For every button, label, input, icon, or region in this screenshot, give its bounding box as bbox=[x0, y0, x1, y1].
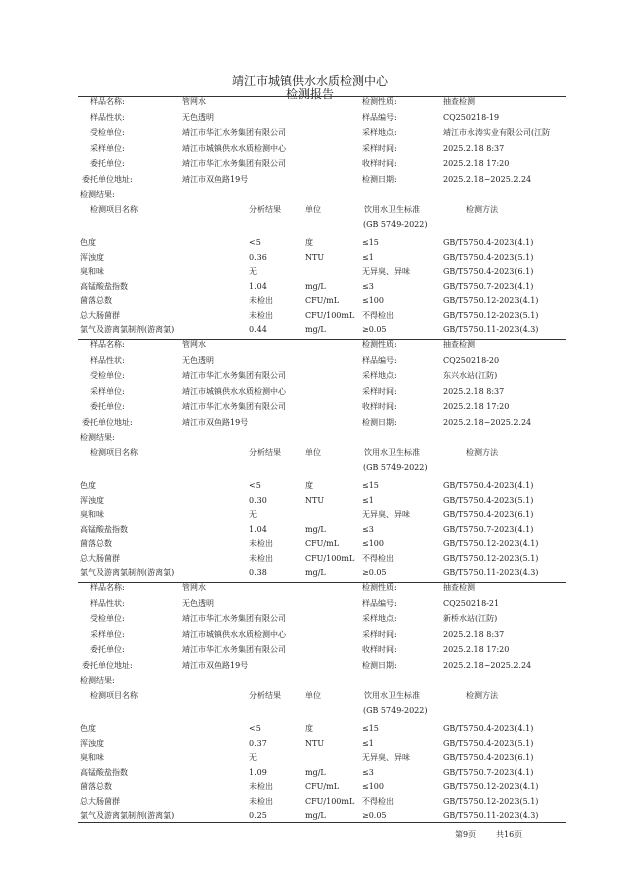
field-value-inspected-unit: 靖江市华汇水务集团有限公司 bbox=[182, 614, 286, 623]
page-total: 共16页 bbox=[496, 830, 523, 839]
item-name: 臭和味 bbox=[80, 753, 104, 762]
item-name: 色度 bbox=[80, 481, 96, 490]
item-result: 未检出 bbox=[249, 310, 273, 320]
field-label-sample-no: 样品编号: bbox=[362, 355, 397, 365]
item-name: 总大肠菌群 bbox=[80, 796, 120, 806]
col-header-method: 检测方法 bbox=[466, 691, 498, 700]
report-org-title: 靖江市城镇供水水质检测中心 bbox=[231, 74, 388, 88]
col-header-item: 检测项目名称 bbox=[90, 691, 138, 700]
item-standard: ≤1 bbox=[362, 252, 374, 262]
field-label-receive-time: 收样时间: bbox=[362, 402, 397, 411]
col-header-result: 分析结果 bbox=[249, 448, 281, 457]
field-value-sample-nature: 无色透明 bbox=[182, 112, 214, 122]
item-result: <5 bbox=[249, 481, 261, 490]
item-unit: mg/L bbox=[305, 767, 326, 777]
item-standard: ≤3 bbox=[362, 281, 374, 291]
item-result: 0.36 bbox=[249, 252, 267, 262]
field-value-inspected-unit: 靖江市华汇水务集团有限公司 bbox=[182, 128, 286, 137]
item-result: 未检出 bbox=[249, 796, 273, 806]
field-value-client-address: 靖江市双鱼路19号 bbox=[182, 174, 249, 184]
item-standard: ≤15 bbox=[362, 481, 379, 490]
item-method: GB/T5750.4-2023(4.1) bbox=[443, 238, 534, 247]
field-label-sample-nature: 样品性状: bbox=[90, 112, 125, 122]
item-standard: 不得检出 bbox=[362, 553, 394, 563]
col-header-standard-ref: (GB 5749-2022) bbox=[363, 220, 428, 229]
item-unit: NTU bbox=[305, 252, 325, 262]
item-standard: ≤15 bbox=[362, 724, 379, 733]
item-name: 浑浊度 bbox=[80, 495, 104, 505]
item-name: 色度 bbox=[80, 724, 96, 733]
field-label-receive-time: 收样时间: bbox=[362, 645, 397, 654]
item-unit: CFU/100mL bbox=[305, 796, 355, 806]
field-label-sampling-site: 采样地点: bbox=[362, 614, 397, 623]
item-result: <5 bbox=[249, 238, 261, 247]
item-standard: ≤1 bbox=[362, 495, 374, 505]
item-result: 0.25 bbox=[249, 811, 267, 820]
field-label-sample-no: 样品编号: bbox=[362, 112, 397, 122]
item-name: 氯气及游离氯制剂(游离氯) bbox=[80, 325, 175, 334]
item-standard: ≤100 bbox=[362, 782, 384, 791]
item-result: 0.44 bbox=[249, 325, 267, 334]
col-header-item: 检测项目名称 bbox=[90, 205, 138, 214]
col-header-standard: 饮用水卫生标准 bbox=[364, 205, 420, 214]
field-value-sampling-site: 东兴水站(江防) bbox=[443, 371, 498, 380]
field-value-test-date: 2025.2.18~2025.2.24 bbox=[443, 660, 532, 670]
field-label-sample-name: 样品名称: bbox=[90, 340, 125, 349]
field-label-inspected-unit: 受检单位: bbox=[90, 128, 125, 137]
field-label-sampling-unit: 采样单位: bbox=[90, 143, 125, 153]
field-label-sampling-time: 采样时间: bbox=[362, 143, 397, 153]
item-method: GB/T5750.12-2023(5.1) bbox=[443, 310, 539, 320]
col-header-item: 检测项目名称 bbox=[90, 448, 138, 457]
item-standard: ≤15 bbox=[362, 238, 379, 247]
item-method: GB/T5750.4-2023(6.1) bbox=[443, 510, 534, 519]
field-value-test-date: 2025.2.18~2025.2.24 bbox=[443, 174, 532, 184]
col-header-unit: 单位 bbox=[305, 205, 321, 214]
field-value-sampling-time: 2025.2.18 8:37 bbox=[443, 629, 505, 639]
item-name: 氯气及游离氯制剂(游离氯) bbox=[80, 568, 175, 577]
item-unit: CFU/mL bbox=[305, 539, 340, 548]
item-method: GB/T5750.7-2023(4.1) bbox=[443, 281, 534, 291]
item-name: 总大肠菌群 bbox=[80, 553, 120, 563]
item-standard: ≤100 bbox=[362, 296, 384, 305]
item-unit: NTU bbox=[305, 495, 325, 505]
field-label-client-address: 委托单位地址: bbox=[82, 660, 133, 670]
field-value-sample-no: CQ250218-20 bbox=[443, 355, 500, 365]
field-label-sample-name: 样品名称: bbox=[90, 97, 125, 106]
field-value-receive-time: 2025.2.18 17:20 bbox=[443, 402, 510, 411]
item-result: 0.37 bbox=[249, 738, 267, 748]
field-value-sample-nature: 无色透明 bbox=[182, 355, 214, 365]
item-method: GB/T5750.7-2023(4.1) bbox=[443, 767, 534, 777]
item-method: GB/T5750.4-2023(5.1) bbox=[443, 252, 534, 262]
item-name: 浑浊度 bbox=[80, 252, 104, 262]
field-label-test-date: 检测日期: bbox=[362, 417, 397, 427]
item-method: GB/T5750.11-2023(4.3) bbox=[443, 811, 539, 820]
item-unit: 度 bbox=[305, 481, 313, 490]
item-name: 臭和味 bbox=[80, 510, 104, 519]
item-result: 未检出 bbox=[249, 296, 273, 305]
item-result: <5 bbox=[249, 724, 261, 733]
item-name: 总大肠菌群 bbox=[80, 310, 120, 320]
field-label-test-date: 检测日期: bbox=[362, 174, 397, 184]
field-label-client-address: 委托单位地址: bbox=[82, 417, 133, 427]
item-method: GB/T5750.4-2023(4.1) bbox=[443, 481, 534, 490]
results-heading: 检测结果: bbox=[80, 676, 115, 685]
field-value-client-unit: 靖江市华汇水务集团有限公司 bbox=[182, 402, 286, 411]
item-standard: 不得检出 bbox=[362, 796, 394, 806]
report-subtitle: 检测报告 bbox=[285, 87, 334, 101]
field-value-test-nature: 抽查检测 bbox=[443, 340, 475, 349]
field-value-sample-name: 管网水 bbox=[182, 340, 206, 349]
field-label-sampling-unit: 采样单位: bbox=[90, 629, 125, 639]
item-standard: ≤100 bbox=[362, 539, 384, 548]
section-rule bbox=[78, 582, 566, 583]
item-unit: mg/L bbox=[305, 568, 326, 577]
field-value-sample-no: CQ250218-21 bbox=[443, 598, 500, 608]
item-standard: ≥0.05 bbox=[362, 568, 387, 577]
item-method: GB/T5750.11-2023(4.3) bbox=[443, 568, 539, 577]
field-label-client-unit: 委托单位: bbox=[90, 159, 125, 168]
col-header-method: 检测方法 bbox=[466, 205, 498, 214]
field-value-sample-no: CQ250218-19 bbox=[443, 112, 500, 122]
item-standard: ≤3 bbox=[362, 767, 374, 777]
item-result: 1.04 bbox=[249, 524, 267, 534]
field-label-sampling-time: 采样时间: bbox=[362, 386, 397, 396]
field-value-inspected-unit: 靖江市华汇水务集团有限公司 bbox=[182, 371, 286, 380]
item-method: GB/T5750.12-2023(5.1) bbox=[443, 553, 539, 563]
item-unit: mg/L bbox=[305, 281, 326, 291]
col-header-result: 分析结果 bbox=[249, 205, 281, 214]
results-heading: 检测结果: bbox=[80, 190, 115, 199]
field-label-test-date: 检测日期: bbox=[362, 660, 397, 670]
field-value-test-date: 2025.2.18~2025.2.24 bbox=[443, 417, 532, 427]
item-method: GB/T5750.12-2023(4.1) bbox=[443, 539, 539, 548]
item-result: 无 bbox=[249, 510, 257, 519]
item-name: 菌落总数 bbox=[80, 782, 112, 791]
item-result: 未检出 bbox=[249, 553, 273, 563]
item-name: 高锰酸盐指数 bbox=[80, 524, 128, 534]
item-result: 无 bbox=[249, 753, 257, 762]
item-method: GB/T5750.12-2023(4.1) bbox=[443, 782, 539, 791]
field-value-sampling-unit: 靖江市城镇供水水质检测中心 bbox=[182, 143, 286, 153]
field-value-client-address: 靖江市双鱼路19号 bbox=[182, 660, 249, 670]
item-method: GB/T5750.12-2023(5.1) bbox=[443, 796, 539, 806]
item-unit: 度 bbox=[305, 238, 313, 247]
item-name: 高锰酸盐指数 bbox=[80, 281, 128, 291]
item-unit: mg/L bbox=[305, 524, 326, 534]
item-unit: 度 bbox=[305, 724, 313, 733]
item-name: 菌落总数 bbox=[80, 296, 112, 305]
item-method: GB/T5750.7-2023(4.1) bbox=[443, 524, 534, 534]
field-value-sampling-time: 2025.2.18 8:37 bbox=[443, 386, 505, 396]
field-value-test-nature: 抽查检测 bbox=[443, 583, 475, 592]
field-label-sampling-site: 采样地点: bbox=[362, 128, 397, 137]
item-unit: CFU/100mL bbox=[305, 310, 355, 320]
results-heading: 检测结果: bbox=[80, 433, 115, 442]
item-standard: ≥0.05 bbox=[362, 811, 387, 820]
field-label-test-nature: 检测性质: bbox=[362, 340, 397, 349]
field-value-sampling-time: 2025.2.18 8:37 bbox=[443, 143, 505, 153]
item-unit: mg/L bbox=[305, 811, 326, 820]
bottom-rule bbox=[78, 822, 566, 823]
col-header-unit: 单位 bbox=[305, 448, 321, 457]
field-label-inspected-unit: 受检单位: bbox=[90, 371, 125, 380]
col-header-standard: 饮用水卫生标准 bbox=[364, 448, 420, 457]
item-name: 高锰酸盐指数 bbox=[80, 767, 128, 777]
col-header-standard: 饮用水卫生标准 bbox=[364, 691, 420, 700]
item-method: GB/T5750.11-2023(4.3) bbox=[443, 325, 539, 334]
field-value-sampling-site: 新桥水站(江防) bbox=[443, 614, 498, 623]
field-label-inspected-unit: 受检单位: bbox=[90, 614, 125, 623]
item-standard: 不得检出 bbox=[362, 310, 394, 320]
item-method: GB/T5750.12-2023(4.1) bbox=[443, 296, 539, 305]
field-value-sample-name: 管网水 bbox=[182, 583, 206, 592]
item-name: 氯气及游离氯制剂(游离氯) bbox=[80, 811, 175, 820]
item-unit: mg/L bbox=[305, 325, 326, 334]
field-value-sample-name: 管网水 bbox=[182, 97, 206, 106]
col-header-result: 分析结果 bbox=[249, 691, 281, 700]
item-result: 无 bbox=[249, 267, 257, 276]
item-name: 色度 bbox=[80, 238, 96, 247]
field-label-client-unit: 委托单位: bbox=[90, 645, 125, 654]
col-header-method: 检测方法 bbox=[466, 448, 498, 457]
col-header-standard-ref: (GB 5749-2022) bbox=[363, 706, 428, 715]
item-unit: CFU/mL bbox=[305, 296, 340, 305]
field-label-test-nature: 检测性质: bbox=[362, 97, 397, 106]
item-unit: CFU/mL bbox=[305, 782, 340, 791]
field-label-sample-nature: 样品性状: bbox=[90, 355, 125, 365]
item-standard: ≤1 bbox=[362, 738, 374, 748]
item-method: GB/T5750.4-2023(5.1) bbox=[443, 738, 534, 748]
item-name: 菌落总数 bbox=[80, 539, 112, 548]
item-result: 未检出 bbox=[249, 782, 273, 791]
item-result: 0.30 bbox=[249, 495, 267, 505]
col-header-standard-ref: (GB 5749-2022) bbox=[363, 463, 428, 472]
item-name: 臭和味 bbox=[80, 267, 104, 276]
item-standard: ≤3 bbox=[362, 524, 374, 534]
field-label-client-unit: 委托单位: bbox=[90, 402, 125, 411]
item-method: GB/T5750.4-2023(4.1) bbox=[443, 724, 534, 733]
field-value-client-address: 靖江市双鱼路19号 bbox=[182, 417, 249, 427]
item-method: GB/T5750.4-2023(5.1) bbox=[443, 495, 534, 505]
field-value-sampling-unit: 靖江市城镇供水水质检测中心 bbox=[182, 386, 286, 396]
field-value-receive-time: 2025.2.18 17:20 bbox=[443, 159, 510, 168]
field-label-sampling-time: 采样时间: bbox=[362, 629, 397, 639]
field-value-test-nature: 抽查检测 bbox=[443, 97, 475, 106]
field-label-receive-time: 收样时间: bbox=[362, 159, 397, 168]
field-label-sample-name: 样品名称: bbox=[90, 583, 125, 592]
field-label-sampling-unit: 采样单位: bbox=[90, 386, 125, 396]
item-result: 1.09 bbox=[249, 767, 267, 777]
item-result: 未检出 bbox=[249, 539, 273, 548]
page-number: 第9页 bbox=[455, 830, 477, 839]
field-value-client-unit: 靖江市华汇水务集团有限公司 bbox=[182, 645, 286, 654]
item-standard: 无异臭、异味 bbox=[362, 510, 410, 519]
field-value-client-unit: 靖江市华汇水务集团有限公司 bbox=[182, 159, 286, 168]
item-standard: ≥0.05 bbox=[362, 325, 387, 334]
field-label-test-nature: 检测性质: bbox=[362, 583, 397, 592]
field-label-sample-nature: 样品性状: bbox=[90, 598, 125, 608]
item-unit: CFU/100mL bbox=[305, 553, 355, 563]
item-name: 浑浊度 bbox=[80, 738, 104, 748]
item-result: 1.04 bbox=[249, 281, 267, 291]
field-label-sampling-site: 采样地点: bbox=[362, 371, 397, 380]
field-value-sampling-unit: 靖江市城镇供水水质检测中心 bbox=[182, 629, 286, 639]
field-value-sample-nature: 无色透明 bbox=[182, 598, 214, 608]
field-value-sampling-site: 靖江市永涛实业有限公司(江防 bbox=[443, 128, 551, 137]
item-method: GB/T5750.4-2023(6.1) bbox=[443, 753, 534, 762]
field-value-receive-time: 2025.2.18 17:20 bbox=[443, 645, 510, 654]
field-label-client-address: 委托单位地址: bbox=[82, 174, 133, 184]
item-standard: 无异臭、异味 bbox=[362, 267, 410, 276]
item-method: GB/T5750.4-2023(6.1) bbox=[443, 267, 534, 276]
item-result: 0.38 bbox=[249, 568, 267, 577]
field-label-sample-no: 样品编号: bbox=[362, 598, 397, 608]
col-header-unit: 单位 bbox=[305, 691, 321, 700]
item-unit: NTU bbox=[305, 738, 325, 748]
item-standard: 无异臭、异味 bbox=[362, 753, 410, 762]
